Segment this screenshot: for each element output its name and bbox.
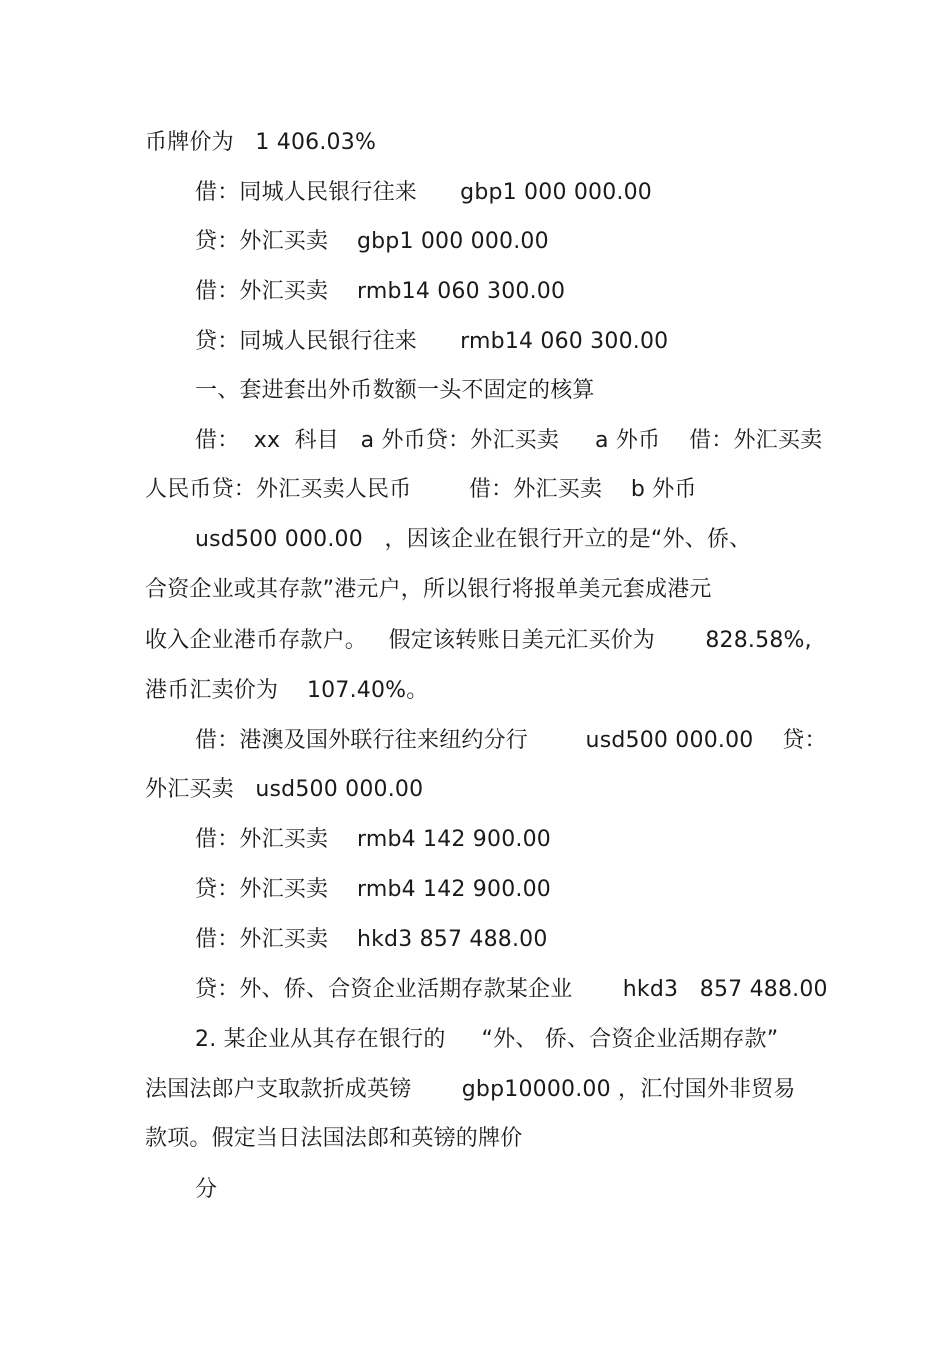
text-line: 合资企业或其存款”港元户，所以银行将报单美元套成港元 bbox=[145, 577, 712, 602]
text-line: 法国法郎户支取款折成英镑 gbp10000.00 ，汇付国外非贸易 bbox=[145, 1077, 796, 1102]
text-line: 港币汇卖价为 107.40%。 bbox=[145, 678, 429, 703]
text-line: 分 bbox=[195, 1177, 218, 1202]
section-heading: 一、套进套出外币数额一头不固定的核算 bbox=[195, 378, 595, 403]
text-line: 收入企业港币存款户。 假定该转账日美元汇买价为 828.58%, bbox=[145, 628, 812, 653]
text-line: 借： xx 科目 a 外币贷：外汇买卖 a 外币 借：外汇买卖 bbox=[195, 428, 823, 453]
text-line: 贷：外汇买卖 rmb4 142 900.00 bbox=[195, 877, 551, 902]
text-line: 2. 某企业从其存在银行的 “外、 侨、合资企业活期存款” bbox=[195, 1027, 779, 1052]
text-line: 人民币贷：外汇买卖人民币 借：外汇买卖 b 外币 bbox=[145, 477, 697, 502]
text-line: 贷：同城人民银行往来 rmb14 060 300.00 bbox=[195, 329, 669, 354]
text-line: 借：港澳及国外联行往来纽约分行 usd500 000.00 贷： bbox=[195, 728, 827, 753]
text-line: 币牌价为 1 406.03% bbox=[145, 130, 377, 155]
text-line: 借：外汇买卖 hkd3 857 488.00 bbox=[195, 927, 548, 952]
text-line: 借：外汇买卖 rmb14 060 300.00 bbox=[195, 279, 566, 304]
text-line: 贷：外、侨、合资企业活期存款某企业 hkd3 857 488.00 bbox=[195, 977, 828, 1002]
text-line: 借：同城人民银行往来 gbp1 000 000.00 bbox=[195, 180, 653, 205]
text-line: 借：外汇买卖 rmb4 142 900.00 bbox=[195, 827, 551, 852]
text-line: usd500 000.00 ，因该企业在银行开立的是“外、侨、 bbox=[195, 527, 752, 552]
text-line: 贷：外汇买卖 gbp1 000 000.00 bbox=[195, 229, 549, 254]
text-line: 外汇买卖 usd500 000.00 bbox=[145, 777, 424, 802]
text-line: 款项。假定当日法国法郎和英镑的牌价 bbox=[145, 1126, 523, 1151]
